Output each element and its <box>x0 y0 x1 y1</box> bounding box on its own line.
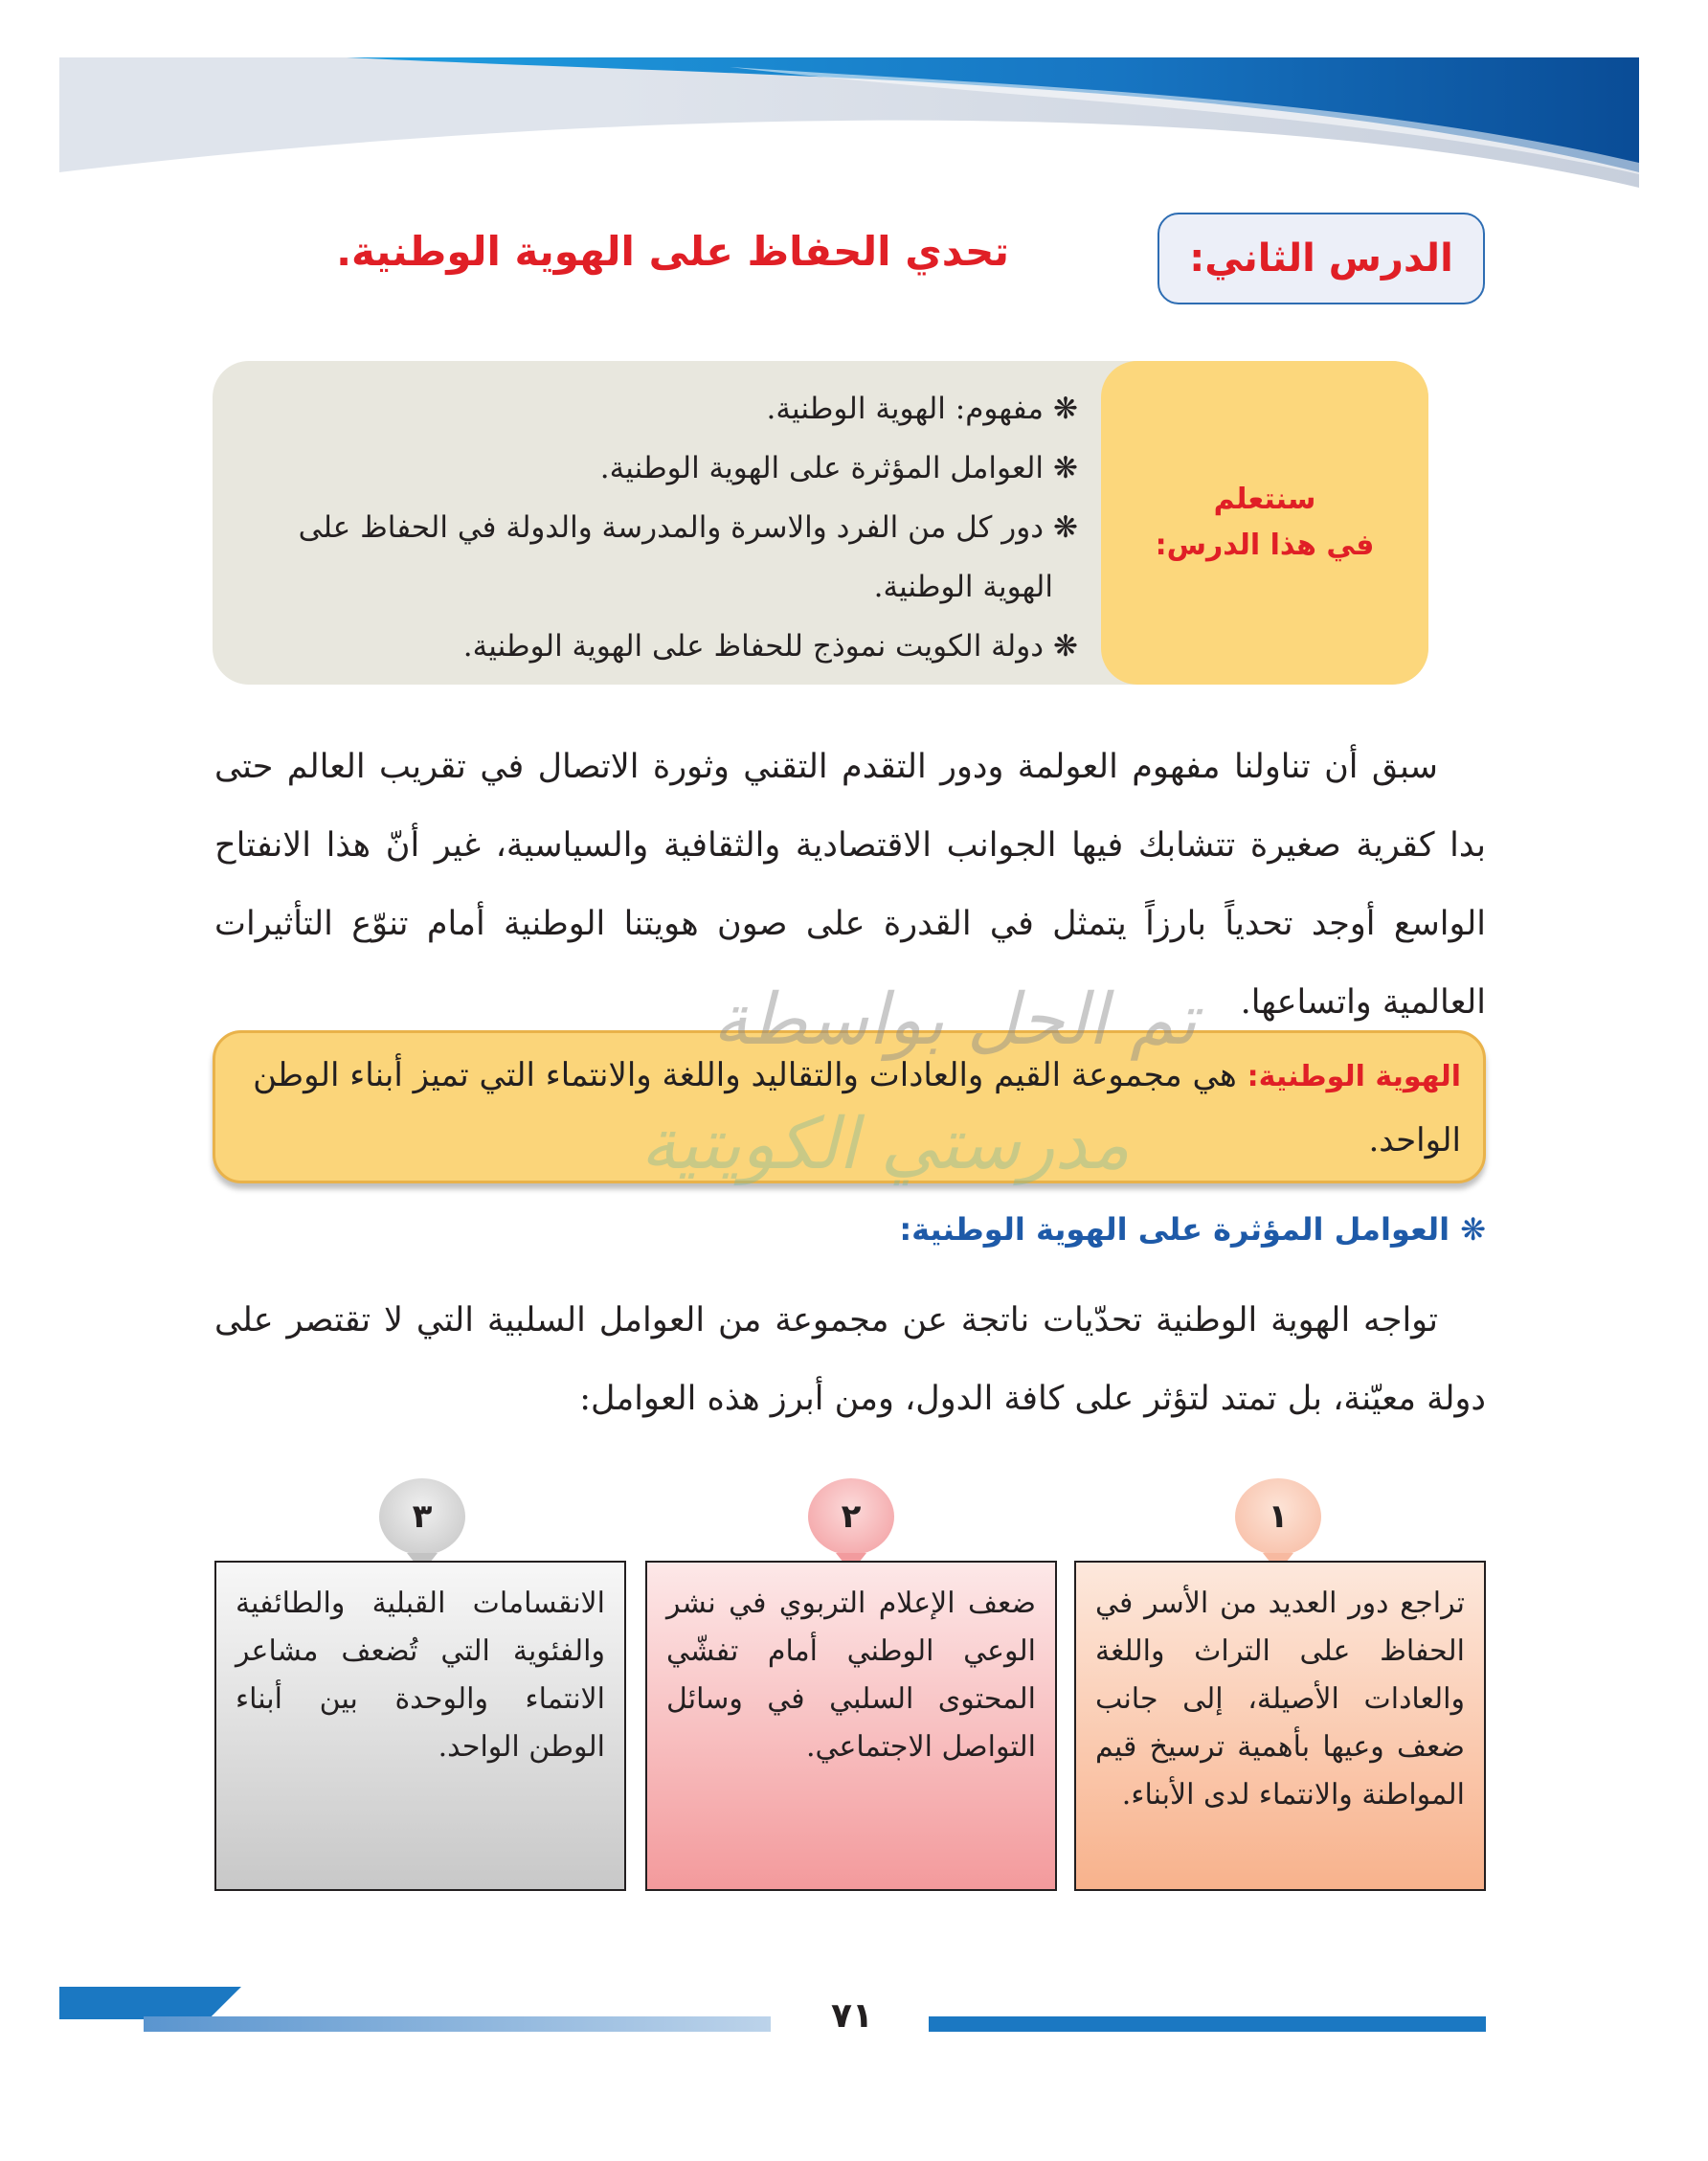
learn-label-line1: سنتعلم <box>1213 483 1316 516</box>
factor-text: الانقسامات القبلية والطائفية والفئوية التي تُضعف مشاعر الانتماء والوحدة بين أبناء الوطن الواحد. <box>236 1587 605 1764</box>
footer-left-bar <box>144 2016 771 2032</box>
lesson-title: تحدي الحفاظ على الهوية الوطنية. <box>336 228 1009 275</box>
factor-number-1: ١ <box>1235 1478 1321 1555</box>
page-number: ٧١ <box>831 1996 873 2036</box>
section-heading: ❋ العوامل المؤثرة على الهوية الوطنية: <box>899 1211 1486 1248</box>
intro-paragraph: سبق أن تناولنا مفهوم العولمة ودور التقدم التقني وثورة الاتصال في تقريب العالم حتى بدا كقرية صغيرة تتشابك فيها الجوانب الاقتصادية والثقافية والسياسية، غير أنّ هذا الانفتاح الواسع أوجد تحدياً بارزاً يتمثل في القدرة على صون هويتنا الوطنية أمام تنوّع التأثيرات العالمية واتساعها. <box>214 748 1486 1022</box>
factor-card-2 <box>645 1561 1057 1891</box>
list-item: ❋دور كل من الفرد والاسرة والمدرسة والدولة في الحفاظ على الهوية الوطنية. <box>298 510 1078 604</box>
factor-card-1 <box>1074 1561 1486 1891</box>
watermark-line1: تم الحل بواسطة <box>712 979 1197 1061</box>
bullet-icon: ❋ <box>1053 451 1078 485</box>
list-item: ❋مفهوم: الهوية الوطنية. <box>766 392 1078 426</box>
watermark-line2: مدرستي الكويتية <box>640 1103 1130 1185</box>
factor-card-3 <box>214 1561 626 1891</box>
section-paragraph: تواجه الهوية الوطنية تحدّيات ناتجة عن مجموعة من العوامل السلبية التي لا تقتصر على دولة معيّنة، بل تمتد لتؤثر على كافة الدول، ومن أبرز هذه العوامل: <box>214 1301 1486 1418</box>
header-wave-decoration <box>59 57 1639 188</box>
factor-number-3: ٣ <box>379 1478 465 1555</box>
bullet-icon: ❋ <box>1053 392 1078 426</box>
lesson-label: الدرس الثاني: <box>1189 236 1453 281</box>
footer-left-tab <box>59 1987 241 2019</box>
bullet-icon: ❋ <box>1053 629 1078 664</box>
list-item: ❋العوامل المؤثرة على الهوية الوطنية. <box>599 451 1078 485</box>
learning-objectives-list <box>216 379 1078 676</box>
definition-text <box>236 1044 1461 1172</box>
lesson-label-badge <box>1157 213 1485 304</box>
factor-text: تراجع دور العديد من الأسر في الحفاظ على التراث واللغة والعادات الأصيلة، إلى جانب ضعف وعيها بأهمية ترسيخ قيم المواطنة والانتماء لدى الأبناء. <box>1095 1587 1465 1812</box>
definition-term: الهوية الوطنية: <box>1247 1060 1461 1093</box>
learning-objectives-label <box>1101 361 1428 685</box>
bullet-icon: ❋ <box>1053 510 1078 545</box>
definition-body: هي مجموعة القيم والعادات والتقاليد واللغة والانتماء التي تميز أبناء الوطن الواحد. <box>253 1056 1461 1159</box>
factor-number-2: ٢ <box>808 1478 894 1555</box>
learn-label-line2: في هذا الدرس: <box>1155 529 1375 562</box>
list-item: ❋دولة الكويت نموذج للحفاظ على الهوية الوطنية. <box>462 629 1078 664</box>
footer-right-bar <box>929 2016 1486 2032</box>
factor-text: ضعف الإعلام التربوي في نشر الوعي الوطني أمام تفشّي المحتوى السلبي في وسائل التواصل الاجتماعي. <box>666 1587 1036 1764</box>
